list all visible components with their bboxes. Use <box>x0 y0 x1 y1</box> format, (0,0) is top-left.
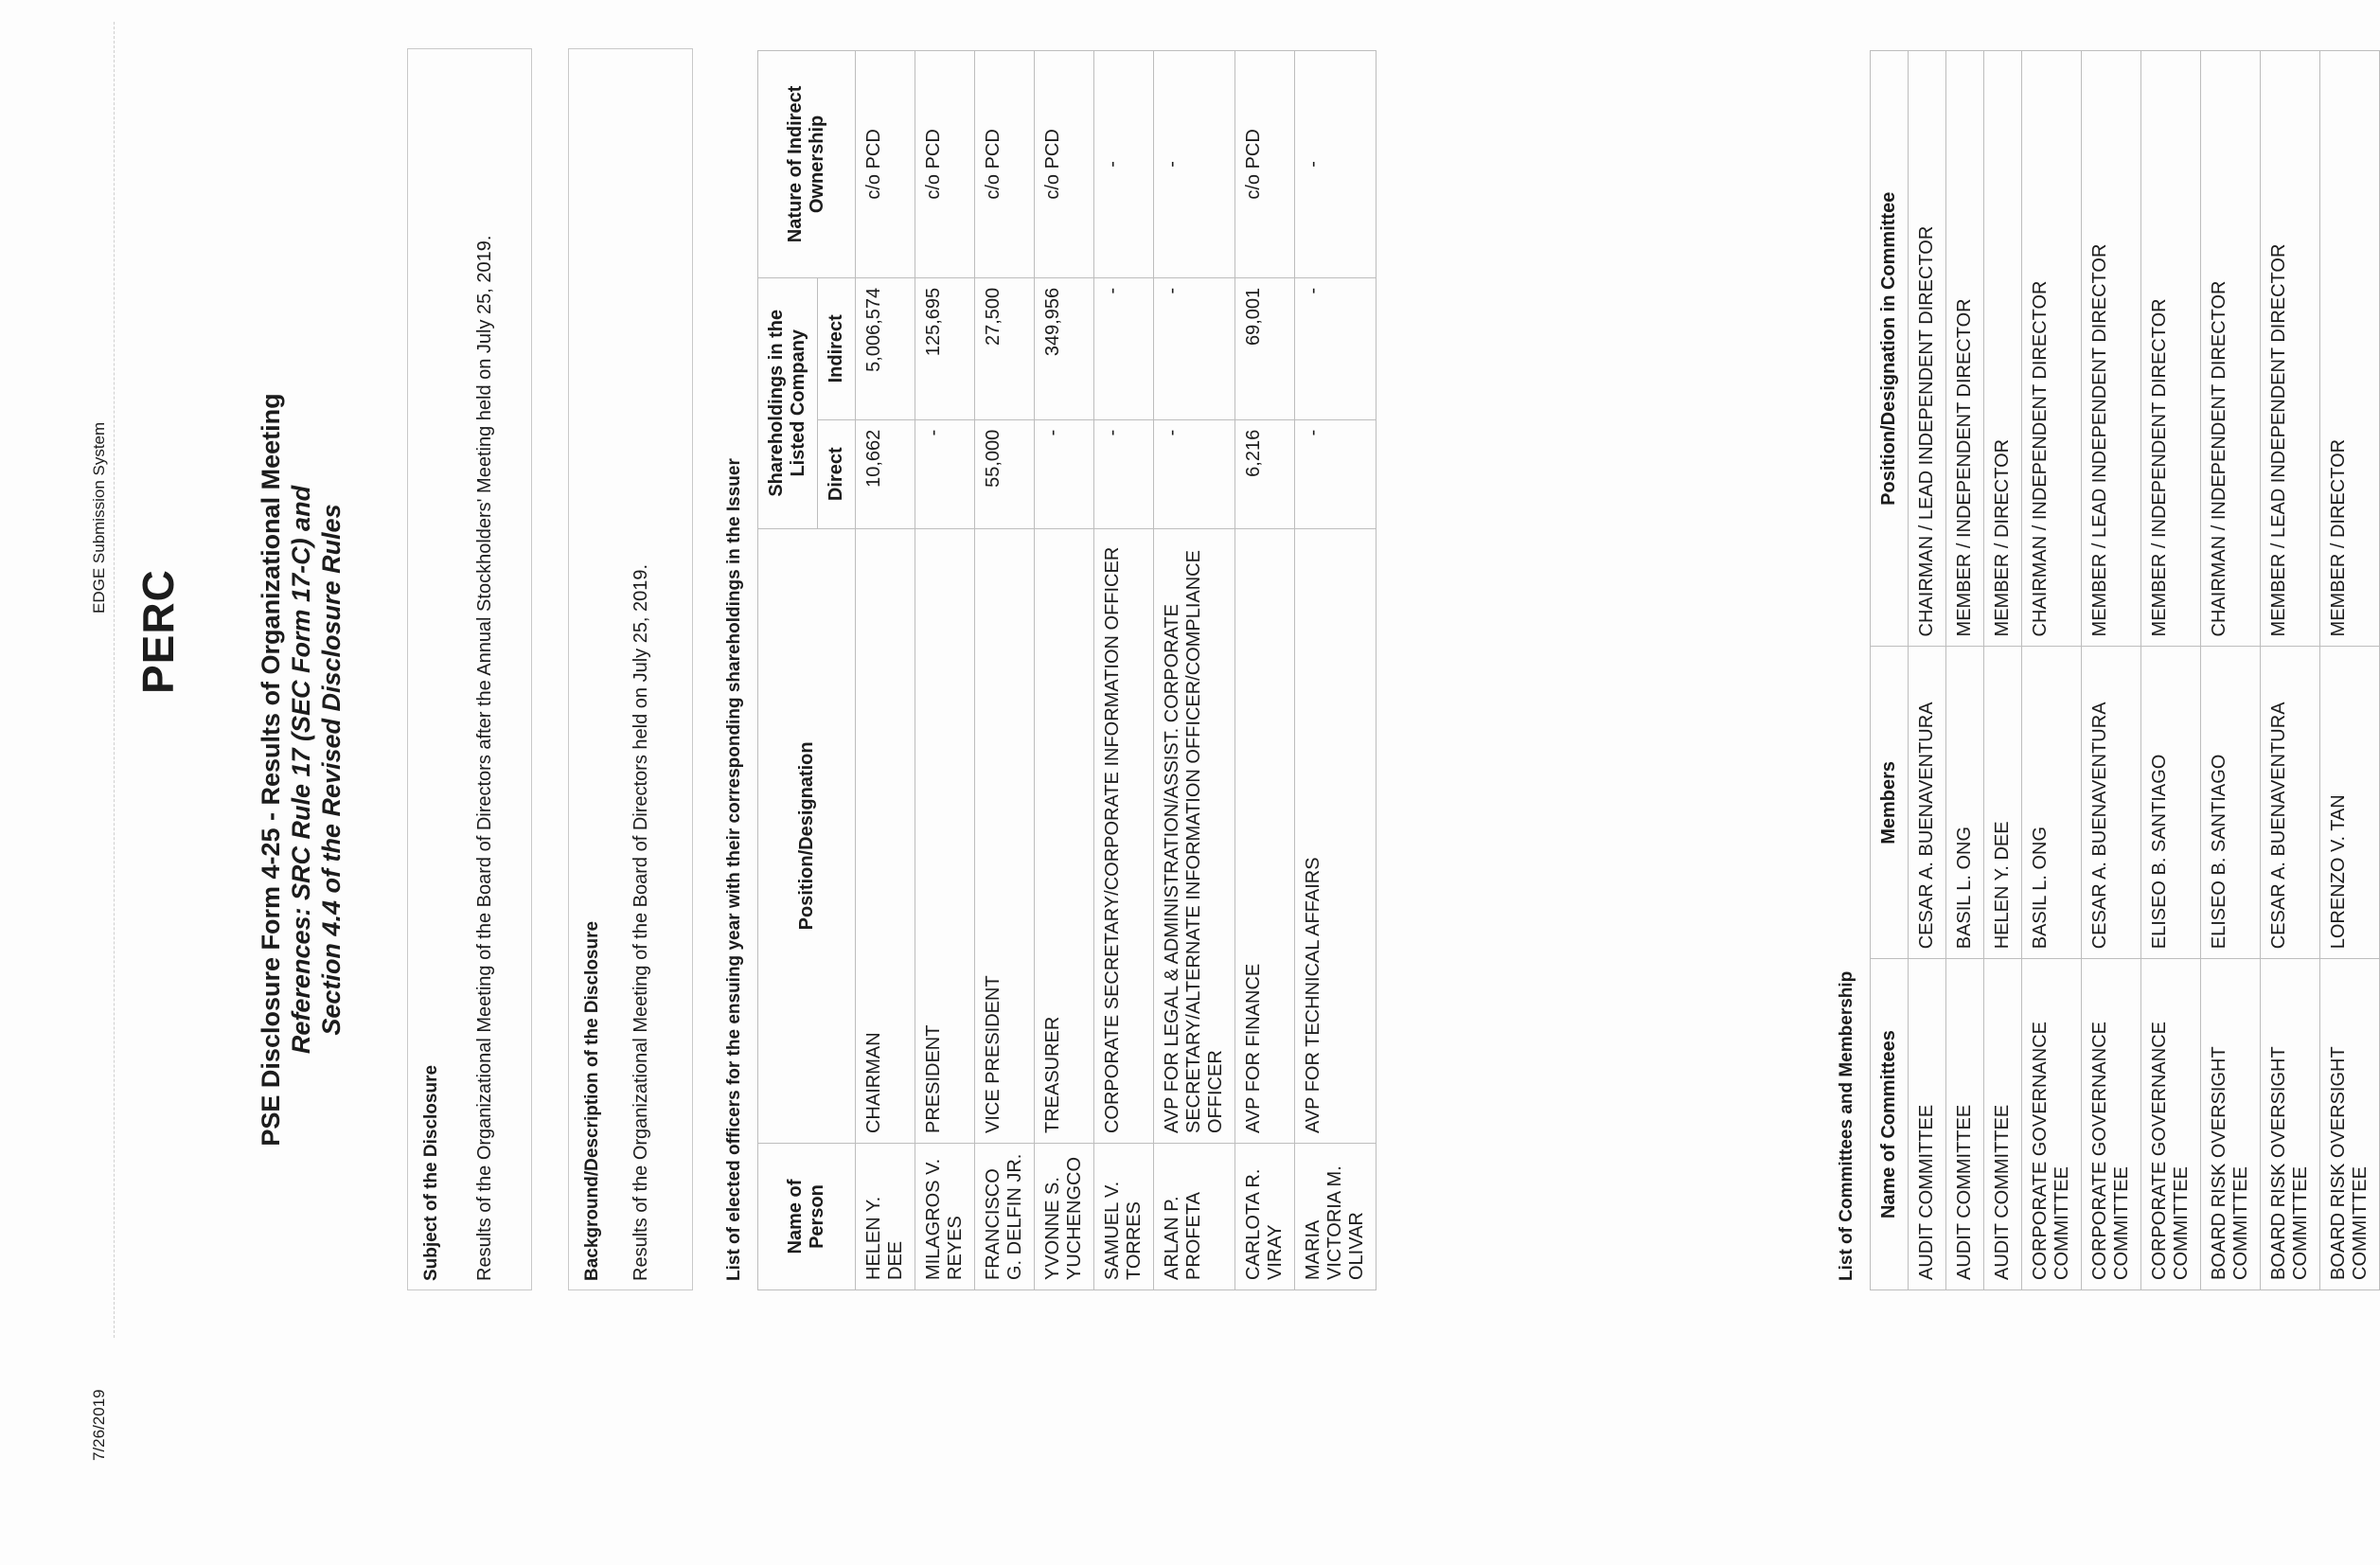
officer-row <box>1035 51 1094 1290</box>
print-date: 7/26/2019 <box>90 1389 108 1461</box>
officer-position: TREASURER <box>1035 528 1094 1143</box>
officer-nature: c/o PCD <box>856 51 915 278</box>
committee-name: CORPORATE GOVERNANCE COMMITTEE <box>2141 959 2201 1290</box>
committee-row <box>1909 51 1946 1290</box>
committee-position: CHAIRMAN / LEAD INDEPENDENT DIRECTOR <box>1909 51 1946 647</box>
officer-indirect: 125,695 <box>915 277 975 419</box>
officer-row <box>1154 51 1235 1290</box>
officer-nature: - <box>1295 51 1376 278</box>
committee-member: LORENZO V. TAN <box>2320 647 2380 959</box>
committee-row <box>2022 51 2082 1290</box>
committees-title: List of Committees and Membership <box>1837 970 1856 1281</box>
form-title-line3: Section 4.4 of the Revised Disclosure Rules <box>317 504 346 1036</box>
officers-header-direct: Direct <box>818 419 856 528</box>
officers-table <box>757 50 1376 1290</box>
committee-member: BASIL L. ONG <box>1946 647 1984 959</box>
officer-direct: 6,216 <box>1235 419 1295 528</box>
committees-header-name: Name of Committees <box>1871 959 1909 1290</box>
committee-member: BASIL L. ONG <box>2022 647 2082 959</box>
committee-name: AUDIT COMMITTEE <box>1984 959 2022 1290</box>
committee-name: BOARD RISK OVERSIGHT COMMITTEE <box>2261 959 2320 1290</box>
officers-title: List of elected officers for the ensuing year with their corresponding shareholdings in the Issuer <box>724 458 744 1281</box>
officer-position: CORPORATE SECRETARY/CORPORATE INFORMATION OFFICER <box>1094 528 1154 1143</box>
committee-row <box>2261 51 2320 1290</box>
committee-member: CESAR A. BUENAVENTURA <box>1909 647 1946 959</box>
committee-row <box>2082 51 2141 1290</box>
committee-name: AUDIT COMMITTEE <box>1909 959 1946 1290</box>
form-title <box>256 173 346 1366</box>
committee-member: CESAR A. BUENAVENTURA <box>2261 647 2320 959</box>
officer-row <box>915 51 975 1290</box>
committee-member: HELEN Y. DEE <box>1984 647 2022 959</box>
officer-position: PRESIDENT <box>915 528 975 1143</box>
officer-direct: - <box>1094 419 1154 528</box>
committee-name: BOARD RISK OVERSIGHT COMMITTEE <box>2201 959 2261 1290</box>
committee-position: MEMBER / DIRECTOR <box>1984 51 2022 647</box>
committee-position: MEMBER / LEAD INDEPENDENT DIRECTOR <box>2082 51 2141 647</box>
officers-header-indirect: Indirect <box>818 277 856 419</box>
officer-indirect: 5,006,574 <box>856 277 915 419</box>
officer-direct: - <box>1035 419 1094 528</box>
scan-divider <box>114 22 115 1338</box>
company-name: PERC <box>133 569 183 694</box>
committee-name: AUDIT COMMITTEE <box>1946 959 1984 1290</box>
officer-row <box>975 51 1035 1290</box>
officer-indirect: 349,956 <box>1035 277 1094 419</box>
officer-indirect: - <box>1154 277 1235 419</box>
officer-name: FRANCISCO G. DELFIN JR. <box>975 1144 1035 1290</box>
officer-position: CHAIRMAN <box>856 528 915 1143</box>
form-title-line2: References: SRC Rule 17 (SEC Form 17-C) and <box>287 485 315 1055</box>
officer-direct: 55,000 <box>975 419 1035 528</box>
committee-position: MEMBER / INDEPENDENT DIRECTOR <box>2141 51 2201 647</box>
officer-nature: c/o PCD <box>1035 51 1094 278</box>
officer-position: AVP FOR TECHNICAL AFFAIRS <box>1295 528 1376 1143</box>
officers-header-nature: Nature of Indirect Ownership <box>758 51 856 278</box>
committee-position: MEMBER / LEAD INDEPENDENT DIRECTOR <box>2261 51 2320 647</box>
background-text: Results of the Organizational Meeting of the Board of Directors held on July 25, 2019. <box>631 563 651 1281</box>
officer-name: MARIA VICTORIA M. OLIVAR <box>1295 1144 1376 1290</box>
officer-name: YVONNE S. YUCHENGCO <box>1035 1144 1094 1290</box>
officer-row <box>1295 51 1376 1290</box>
officer-nature: c/o PCD <box>975 51 1035 278</box>
officer-row <box>856 51 915 1290</box>
committee-position: CHAIRMAN / INDEPENDENT DIRECTOR <box>2201 51 2261 647</box>
system-name: EDGE Submission System <box>90 421 108 614</box>
officer-name: ARLAN P. PROFETA <box>1154 1144 1235 1290</box>
committee-member: CESAR A. BUENAVENTURA <box>2082 647 2141 959</box>
officer-direct: - <box>915 419 975 528</box>
officer-direct: - <box>1295 419 1376 528</box>
committees-header-members: Members <box>1871 647 1909 959</box>
committee-row <box>2201 51 2261 1290</box>
committee-member: ELISEO B. SANTIAGO <box>2141 647 2201 959</box>
committee-position: MEMBER / INDEPENDENT DIRECTOR <box>1946 51 1984 647</box>
officer-name: CARLOTA R. VIRAY <box>1235 1144 1295 1290</box>
form-title-line1: PSE Disclosure Form 4-25 - Results of Organizational Meeting <box>257 393 285 1147</box>
committee-name: CORPORATE GOVERNANCE COMMITTEE <box>2082 959 2141 1290</box>
committee-row <box>2320 51 2380 1290</box>
officer-direct: - <box>1154 419 1235 528</box>
officer-name: HELEN Y. DEE <box>856 1144 915 1290</box>
officer-name: SAMUEL V. TORRES <box>1094 1144 1154 1290</box>
officer-row <box>1094 51 1154 1290</box>
committee-position: MEMBER / DIRECTOR <box>2320 51 2380 647</box>
committees-header-position: Position/Designation in Committee <box>1871 51 1909 647</box>
subject-label: Subject of the Disclosure <box>421 1064 441 1281</box>
background-label: Background/Description of the Disclosure <box>582 920 602 1281</box>
committee-row <box>1984 51 2022 1290</box>
committees-table <box>1870 50 2380 1290</box>
officer-nature: c/o PCD <box>915 51 975 278</box>
committee-row <box>1946 51 1984 1290</box>
committee-name: BOARD RISK OVERSIGHT COMMITTEE <box>2320 959 2380 1290</box>
committee-position: CHAIRMAN / INDEPENDENT DIRECTOR <box>2022 51 2082 647</box>
officers-header-name: Name of Person <box>758 1144 856 1290</box>
officer-position: VICE PRESIDENT <box>975 528 1035 1143</box>
officer-row <box>1235 51 1295 1290</box>
officer-indirect: 69,001 <box>1235 277 1295 419</box>
committee-row <box>2141 51 2201 1290</box>
officer-direct: 10,662 <box>856 419 915 528</box>
officer-nature: c/o PCD <box>1235 51 1295 278</box>
officer-indirect: 27,500 <box>975 277 1035 419</box>
officer-name: MILAGROS V. REYES <box>915 1144 975 1290</box>
officer-position: AVP FOR LEGAL & ADMINISTRATION/ASSIST. CORPORATE SECRETARY/ALTERNATE INFORMATION OFFICER/COMPLIANCE OFFICER <box>1154 528 1235 1143</box>
officer-indirect: - <box>1295 277 1376 419</box>
committee-name: CORPORATE GOVERNANCE COMMITTEE <box>2022 959 2082 1290</box>
officer-position: AVP FOR FINANCE <box>1235 528 1295 1143</box>
officer-nature: - <box>1094 51 1154 278</box>
officer-nature: - <box>1154 51 1235 278</box>
subject-text: Results of the Organizational Meeting of the Board of Directors after the Annual Stockholders' Meeting held on July 25, 2019. <box>474 235 495 1281</box>
officer-indirect: - <box>1094 277 1154 419</box>
committee-member: ELISEO B. SANTIAGO <box>2201 647 2261 959</box>
officers-header-position: Position/Designation <box>758 528 856 1143</box>
officers-header-shareholdings: Shareholdings in the Listed Company <box>758 277 818 528</box>
